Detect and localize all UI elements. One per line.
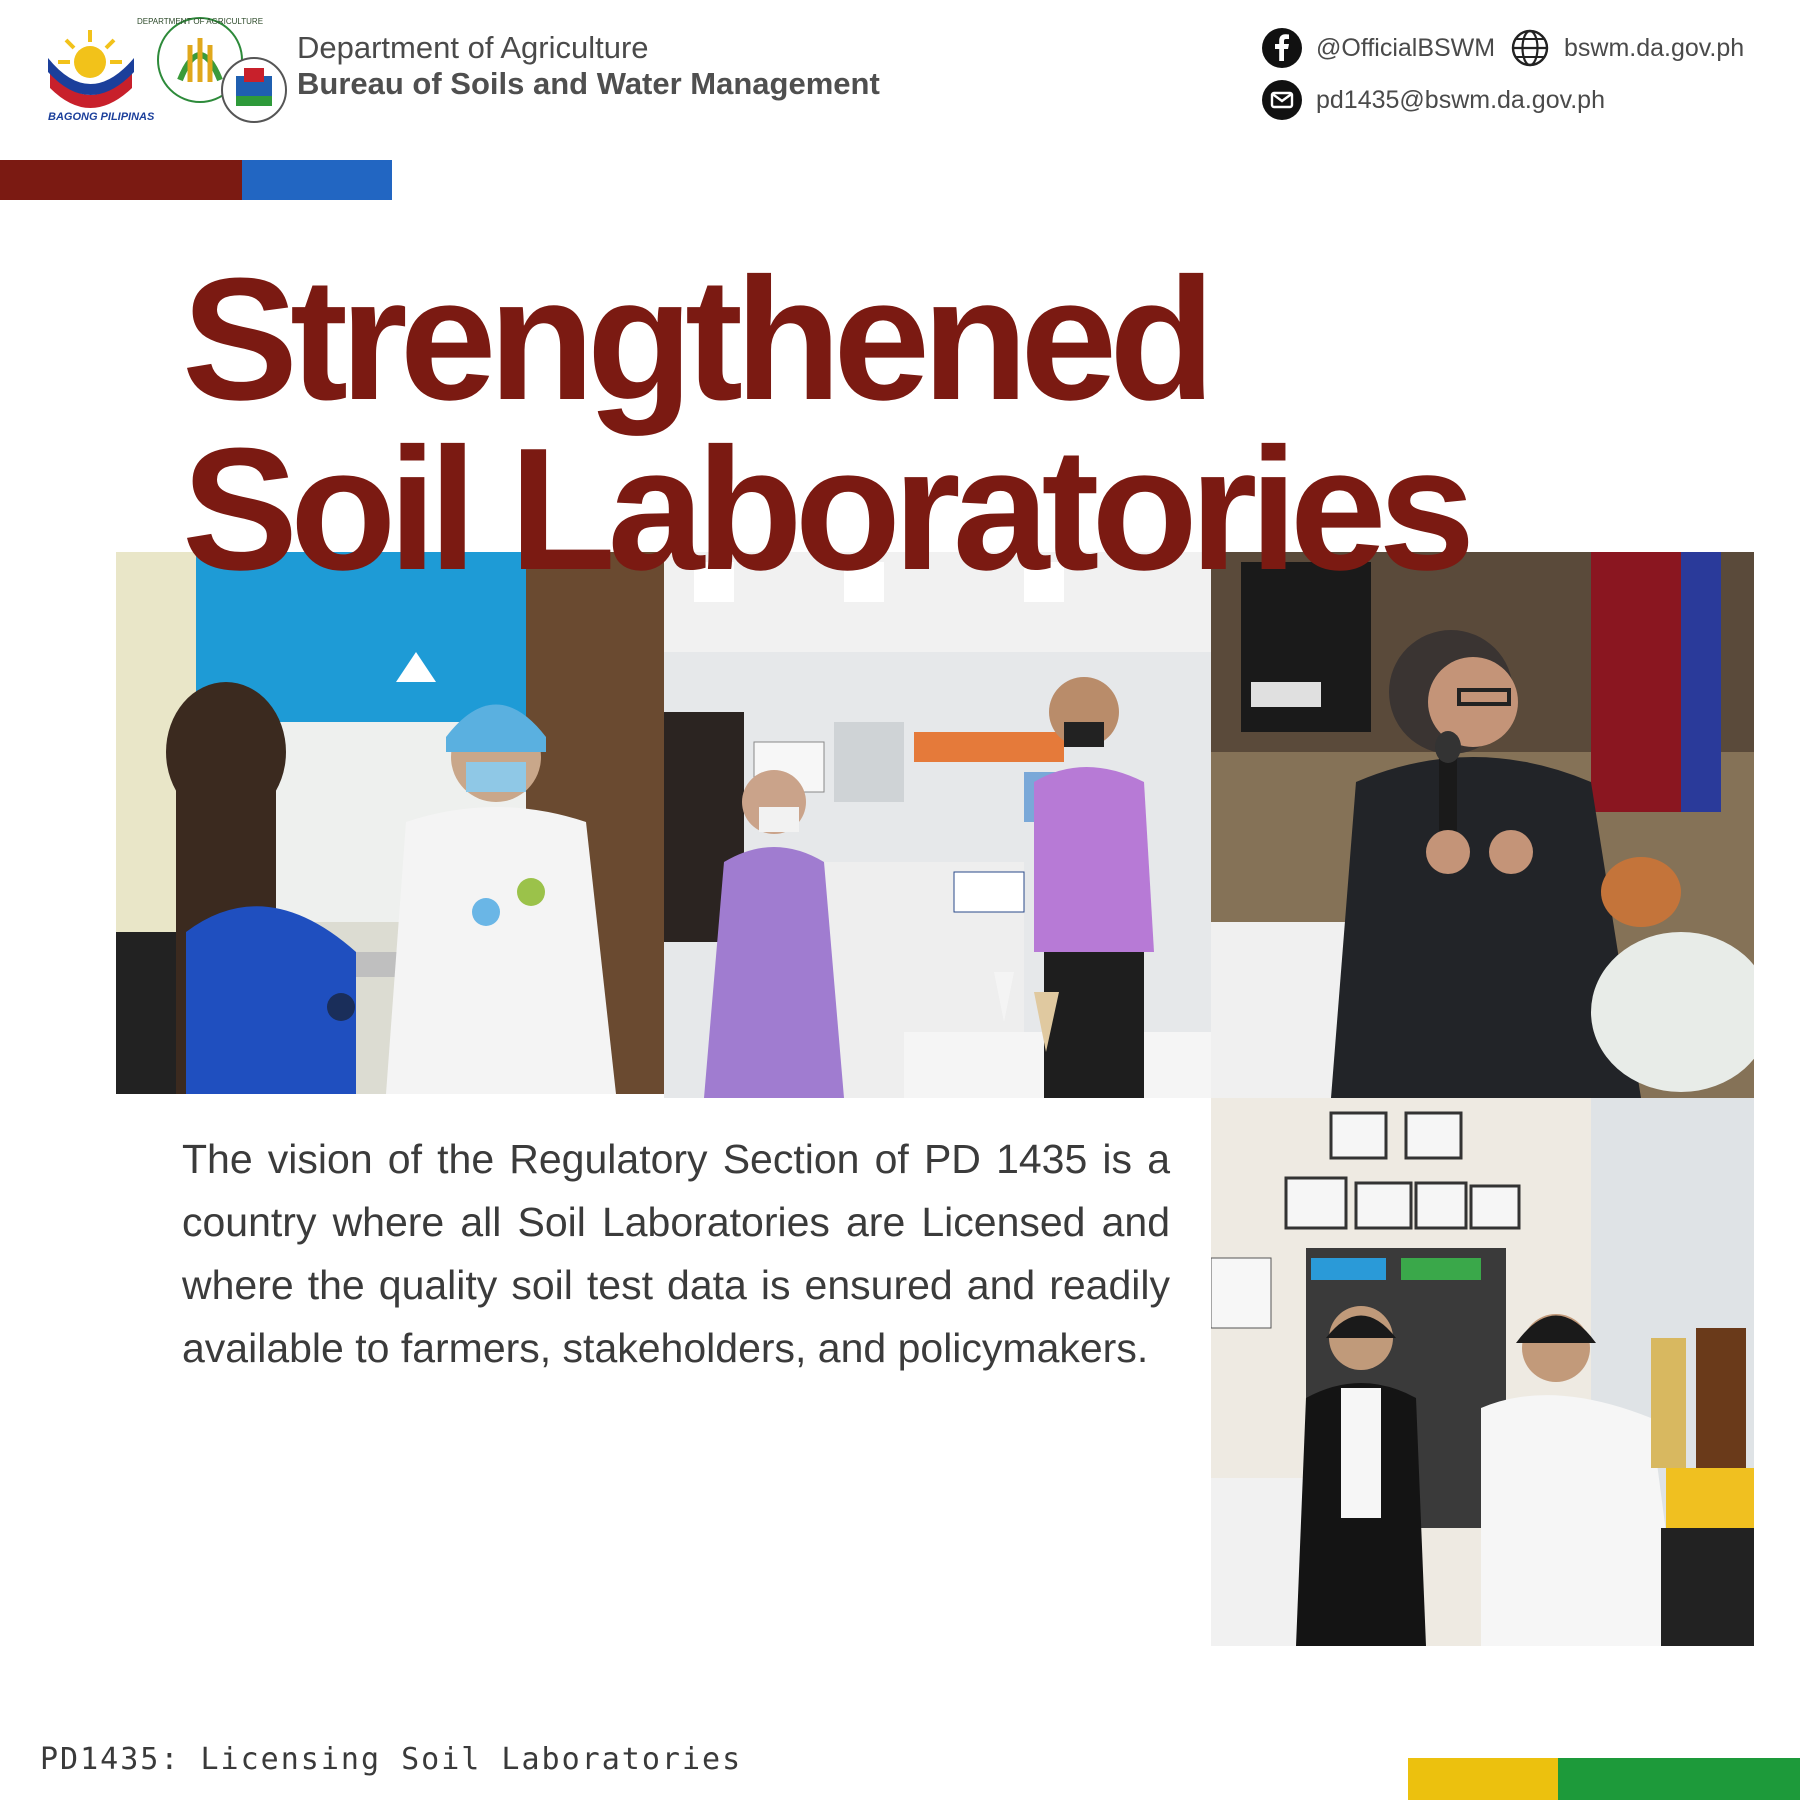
photo-lab-titration bbox=[1211, 1098, 1754, 1646]
bswm-logo bbox=[222, 58, 286, 122]
facebook-icon bbox=[1262, 28, 1302, 68]
org-bureau-name: Bureau of Soils and Water Management bbox=[297, 66, 880, 101]
headline-line-1: Strengthened bbox=[182, 241, 1208, 436]
headline bbox=[182, 241, 1632, 606]
photo-lab-biosafety-cabinet bbox=[116, 552, 664, 1094]
bagong-pilipinas-logo bbox=[46, 26, 155, 123]
email-address: pd1435@bswm.da.gov.ph bbox=[1316, 85, 1605, 114]
website-contact[interactable] bbox=[1510, 28, 1744, 68]
facebook-contact[interactable] bbox=[1262, 28, 1495, 68]
vision-paragraph: The vision of the Regulatory Section of PD 1435 is a country where all Soil Laboratories are Licensed and where the quality soil test data is ensured and readily available to farmers, stakeholders, and policymakers. bbox=[182, 1136, 1170, 1371]
facebook-handle: @OfficialBSWM bbox=[1316, 33, 1496, 62]
accent-bar-yellow bbox=[1408, 1758, 1558, 1800]
bagong-pilipinas-text: BAGONG PILIPINAS bbox=[48, 111, 155, 123]
website-url: bswm.da.gov.ph bbox=[1564, 33, 1745, 62]
org-department-name: Department of Agriculture bbox=[297, 30, 649, 65]
globe-icon bbox=[1510, 28, 1550, 68]
mail-icon bbox=[1262, 80, 1302, 120]
email-contact[interactable] bbox=[1262, 80, 1605, 120]
photo-lab-extraction-area bbox=[664, 552, 1211, 1098]
accent-bar-green bbox=[1558, 1758, 1800, 1800]
photo-speaker-event bbox=[1211, 552, 1754, 1098]
header-logos bbox=[40, 10, 290, 125]
da-seal-text: DEPARTMENT OF AGRICULTURE bbox=[136, 17, 264, 26]
headline-line-2: Soil Laboratories bbox=[182, 411, 1468, 606]
accent-bar-maroon bbox=[0, 160, 242, 200]
footer-caption: PD1435: Licensing Soil Laboratories bbox=[40, 1742, 743, 1777]
accent-bar-blue bbox=[242, 160, 392, 200]
